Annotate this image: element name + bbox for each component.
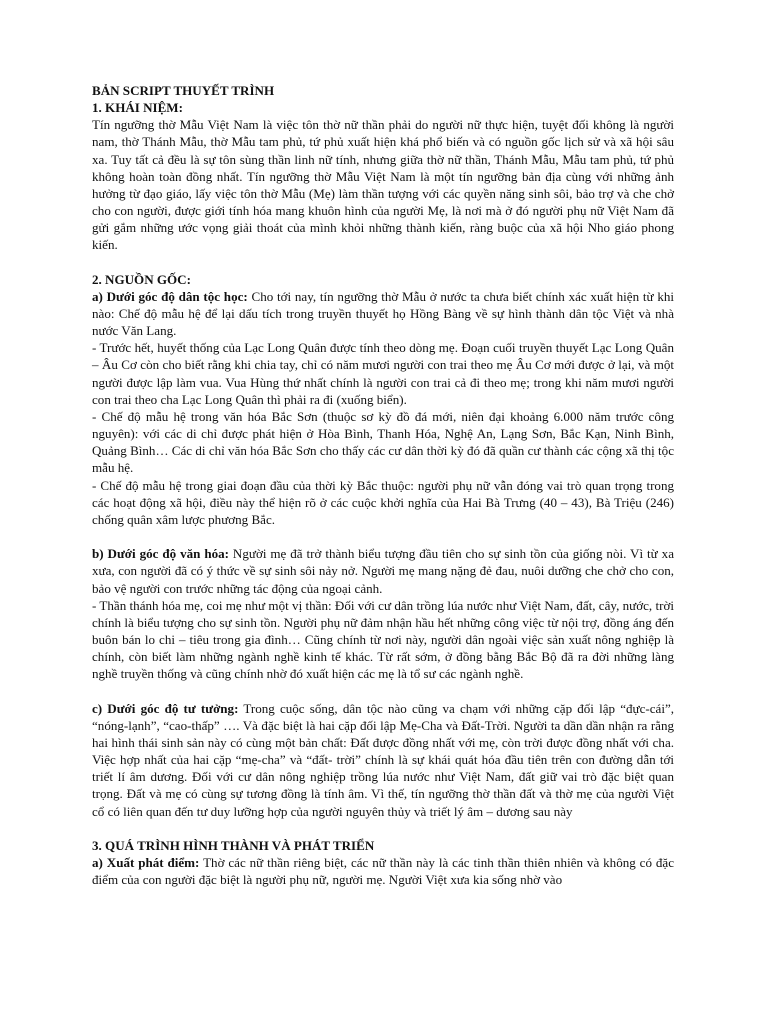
document-title: BẢN SCRIPT THUYẾT TRÌNH	[92, 83, 275, 98]
section-2a-lead: a) Dưới góc độ dân tộc học:	[92, 288, 248, 304]
paragraph-gap	[92, 528, 674, 545]
section-2a-bullet-1: - Trước hết, huyết thống của Lạc Long Quân được tính theo dòng mẹ. Đoạn cuối truyền thuyết Lạc Long Quân – Âu Cơ còn cho biết rằng khi chia tay, chỉ có năm mươi người con trai theo mẹ Âu Cơ mới được ở lại, và một người được lập làm vua. Vua Hùng thứ nhất chính là người con trai cả đi theo mẹ; trong khi năm mươi người con trai theo cha Lạc Long Quân thì phải ra đi (xuống biển).	[92, 340, 674, 407]
section-2b-lead: b) Dưới góc độ văn hóa:	[92, 546, 229, 562]
paragraph-gap	[92, 820, 674, 837]
section-3a-text: Thờ các nữ thần riêng biệt, các nữ thần này là các tinh thần thiên nhiên và không có đặc điểm của con người đặc biệt là người phụ nữ, người mẹ. Người Việt xưa kia sống nhờ vào	[92, 854, 674, 888]
document-body	[92, 82, 674, 888]
section-2a-paragraph	[92, 288, 674, 339]
section-3a-paragraph	[92, 854, 674, 888]
section-1-heading: 1. KHÁI NIỆM:	[92, 100, 183, 116]
section-3-heading: 3. QUÁ TRÌNH HÌNH THÀNH VÀ PHÁT TRIỂN	[92, 837, 375, 853]
section-2-heading: 2. NGUỒN GỐC:	[92, 271, 191, 287]
section-2b-paragraph	[92, 545, 674, 596]
section-2c-text: Trong cuộc sống, dân tộc nào cũng va chạm với những cặp đối lập “đực-cái”, “nóng-lạnh”, “cao-thấp” …. Và đặc biệt là hai cặp đối lập Mẹ-Cha và Đất-Trời. Người ta dần dần nhận ra rằng hai hình thái sinh sản này có cùng một bản chất: Đất được đồng nhất với mẹ, còn trời được đồng nhất với cha. Việc hợp nhất của hai cặp “mẹ-cha” và “đất- trời” chính là sự khái quát hóa đầu tiên trên con đường dẫn tới triết lí âm dương. Đối với cư dân nông nghiệp trồng lúa nước như Việt Nam, đất giữ vai trò đặc biệt quan trọng. Đất và mẹ có cùng sự tương đồng là tính âm. Vì thế, tín ngưỡng thờ thần đất và thờ mẹ của người Việt cổ có liên quan đến tư duy lưỡng hợp của người nguyên thủy và triết lý âm – dương sau này	[92, 700, 675, 819]
section-1-paragraph: Tín ngưỡng thờ Mẫu Việt Nam là việc tôn thờ nữ thần phải do người nữ thực hiện, tuyệt đối không là người nam, thờ Thánh Mẫu, thờ Mẫu tam phủ, tứ phủ xuất hiện khá phổ biến và có nguồn gốc lịch sử và xã hội sâu xa. Tuy tất cả đều là sự tôn sùng thần linh nữ tính, nhưng giữa thờ nữ thần, Thánh Mẫu, Mẫu tam phủ, tứ phủ không hoàn toàn đồng nhất. Tín ngưỡng thờ Mẫu Việt Nam là một tín ngưỡng bản địa cùng với những ảnh hưởng từ đạo giáo, lấy việc tôn thờ Mẫu (Mẹ) làm thần tượng với các quyền năng sinh sôi, bảo trợ và che chở cho con người, được giới tính hóa mang khuôn hình của người Mẹ, là nơi mà ở đó người phụ nữ Việt Nam đã gửi gắm những ước vọng giải thoát của mình khỏi những thành kiến, ràng buộc của xã hội Nho giáo phong kiến.	[92, 117, 674, 253]
section-2b-bullet-1: - Thần thánh hóa mẹ, coi mẹ như một vị thần: Đối với cư dân trồng lúa nước như Việt Nam, đất, cây, nước, trời chính là biểu tượng cho sự sinh tồn. Người phụ nữ đảm nhận hầu hết những công việc từ nội trợ, đồng áng đến buôn bán lo chi – tiêu trong gia đình… Cũng chính từ nơi này, người dân ngoài việc sản xuất nông nghiệp là chính, còn biết làm những ngành nghề kinh tế khác. Từ rất sớm, ở đồng bằng Bắc Bộ đã ra đời những làng nghề truyền thống và cũng chính nhờ đó xuất hiện các mẹ là tổ sư các ngành nghề.	[92, 597, 674, 682]
paragraph-gap	[92, 254, 674, 271]
section-2a-bullet-2: - Chế độ mẫu hệ trong văn hóa Bắc Sơn (thuộc sơ kỳ đồ đá mới, niên đại khoảng 6.000 năm trước công nguyên): với các di chỉ được phát hiện ở Hòa Bình, Thanh Hóa, Nghệ An, Lạng Sơn, Bắc Kạn, Ninh Bình, Quảng Bình… Các di chỉ văn hóa Bắc Sơn cho thấy các cư dân thời kỳ đó đã quần cư thành các cộng xã thị tộc mẫu hệ.	[92, 408, 674, 476]
section-2a-bullet-3: - Chế độ mẫu hệ trong giai đoạn đầu của thời kỳ Bắc thuộc: người phụ nữ vẫn đóng vai trò quan trọng trong các hoạt động xã hội, điều này thể hiện rõ ở các cuộc khởi nghĩa của Hai Bà Trưng (40 – 43), Bà Triệu (246) chống quân xâm lược phương Bắc.	[92, 477, 674, 527]
section-2b-text: Người mẹ đã trở thành biểu tượng đầu tiên cho sự sinh tồn của giống nòi. Vì từ xa xưa, con người đã có ý thức về sự sinh sôi nảy nở. Người mẹ mang nặng đẻ đau, nuôi dưỡng che chở cho con, bảo vệ người con trước những tác động của ngoại cảnh.	[92, 546, 675, 596]
paragraph-gap	[92, 682, 674, 699]
section-2c-lead: c) Dưới góc độ tư tưởng:	[92, 700, 239, 716]
section-2c-paragraph	[92, 700, 674, 820]
section-3a-lead: a) Xuất phát điểm:	[92, 854, 200, 870]
section-2a-text: Cho tới nay, tín ngưỡng thờ Mẫu ở nước ta chưa biết chính xác xuất hiện từ khi nào: Chế độ mẫu hệ để lại dấu tích trong truyền thuyết họ Hồng Bàng về sự hình thành dân tộc Việt và nhà nước Văn Lang.	[92, 288, 674, 339]
